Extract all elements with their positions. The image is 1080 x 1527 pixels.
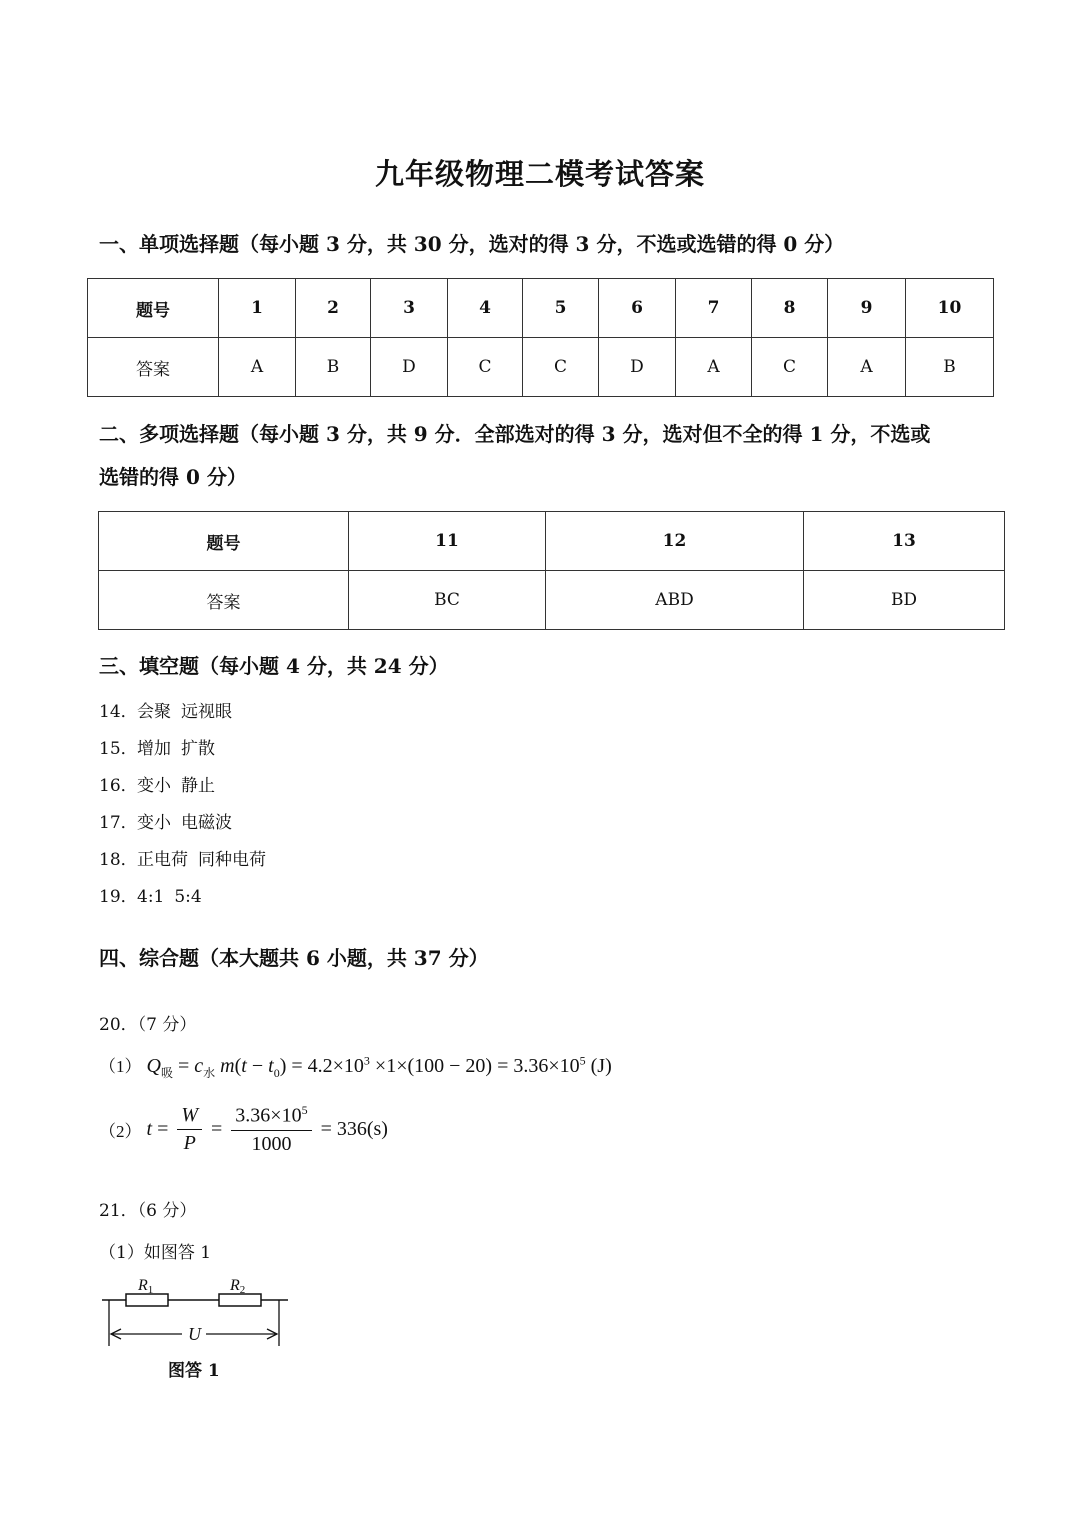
- question-number: 8: [752, 279, 828, 338]
- item-number: 17．: [99, 813, 138, 833]
- question-number: 10: [906, 279, 994, 338]
- list-item: [99, 842, 266, 879]
- list-item: [99, 731, 266, 768]
- answer-cell: C: [523, 338, 599, 397]
- r1-label: R1: [138, 1277, 154, 1296]
- denominator: 1000: [251, 1132, 292, 1155]
- subscript: 吸: [160, 1066, 173, 1080]
- answer-cell: B: [296, 338, 371, 397]
- question-number: 3: [371, 279, 448, 338]
- answer-a: 会聚: [137, 702, 171, 722]
- answer-a: 4:1: [137, 887, 165, 907]
- series-resistor-diagram: [96, 1270, 296, 1352]
- item-number: 15．: [99, 739, 138, 759]
- numerator: [231, 1103, 311, 1131]
- fill-answer-list: [99, 694, 266, 916]
- answer-b: 远视眼: [181, 702, 232, 722]
- fraction-value: [231, 1103, 311, 1156]
- q21-label: 21．（6 分）: [99, 1201, 197, 1221]
- answer-cell: BC: [349, 571, 546, 630]
- u-label: U: [188, 1324, 201, 1344]
- denominator: P: [183, 1131, 196, 1154]
- list-item: [99, 694, 266, 731]
- answer-a: 增加: [137, 739, 171, 759]
- answer-cell: C: [448, 338, 523, 397]
- subscript: 水: [203, 1066, 216, 1080]
- question-number: 11: [349, 512, 546, 571]
- table-answer-row: [88, 338, 994, 397]
- answer-cell: D: [371, 338, 448, 397]
- answer-b: 扩散: [181, 739, 215, 759]
- q21-part1-label: （1）如图答 1: [99, 1243, 212, 1263]
- answer-cell: D: [599, 338, 676, 397]
- answer-label: 答案: [99, 571, 349, 630]
- answer-b: 电磁波: [181, 813, 232, 833]
- section1-heading: 一、单项选择题（每小题 3 分，共 30 分，选对的得 3 分，不选或选错的得 0 分）: [99, 232, 845, 256]
- answer-a: 变小: [137, 813, 171, 833]
- section3-heading: 三、填空题（每小题 4 分，共 24 分）: [99, 654, 449, 678]
- part-label: （2）: [99, 1121, 142, 1141]
- fraction-W-over-P: [177, 1104, 202, 1155]
- symbol-t: t: [146, 1117, 153, 1140]
- question-number: 5: [523, 279, 599, 338]
- question-number: 13: [804, 512, 1005, 571]
- answer-a: 正电荷: [137, 850, 188, 870]
- numerator: W: [177, 1104, 202, 1130]
- question-number: 6: [599, 279, 676, 338]
- item-number: 14．: [99, 702, 138, 722]
- header-label: 题号: [99, 512, 349, 571]
- section4-heading: 四、综合题（本大题共 6 小题，共 37 分）: [99, 946, 489, 970]
- item-number: 16．: [99, 776, 138, 796]
- item-number: 18．: [99, 850, 138, 870]
- answer-b: 5:4: [174, 887, 202, 907]
- answer-b: 同种电荷: [198, 850, 266, 870]
- question-number: 1: [219, 279, 296, 338]
- answer-cell: A: [219, 338, 296, 397]
- numerator-value: 3.36×10: [235, 1104, 302, 1127]
- q20-part2-equation: （2） t = $\frac{W}{P}$ = $\frac{3.36\times 10^5}{1000}$ = 336(s): [99, 1103, 388, 1155]
- list-item: [99, 805, 266, 842]
- equation-value: = 4.2×10: [291, 1055, 364, 1077]
- header-label: 题号: [88, 279, 219, 338]
- r2-label: R2: [230, 1277, 246, 1296]
- exponent: 3: [363, 1053, 370, 1068]
- answer-cell: ABD: [546, 571, 804, 630]
- answer-a: 变小: [137, 776, 171, 796]
- q20-part1-equation: （1） $Q_吸 = c_水$ $m(t - t_0) = 4.2\times 10^3 \times 1\times(100 - 20) = 3.36\times 10^5$ (J): [99, 1053, 612, 1080]
- section2-heading-line2: 选错的得 0 分）: [99, 465, 247, 489]
- exponent: 5: [301, 1103, 308, 1117]
- exponent: 5: [579, 1053, 586, 1068]
- answer-label: 答案: [88, 338, 219, 397]
- question-number: 2: [296, 279, 371, 338]
- equation-value: ×1×(100 − 20) = 3.36×10: [374, 1055, 580, 1077]
- symbol-Q: Q: [146, 1055, 161, 1077]
- answer-cell: C: [752, 338, 828, 397]
- list-item: [99, 768, 266, 805]
- symbol-c: c: [194, 1055, 204, 1077]
- answer-b: 静止: [181, 776, 215, 796]
- page-title: 九年级物理二模考试答案: [374, 157, 705, 191]
- figure-caption: 图答 1: [168, 1361, 220, 1381]
- answer-cell: B: [906, 338, 994, 397]
- answer-cell: A: [828, 338, 906, 397]
- question-number: 7: [676, 279, 752, 338]
- part-label: （1）: [99, 1057, 142, 1076]
- single-choice-table: [87, 278, 994, 397]
- symbol-m: m: [220, 1055, 235, 1077]
- table-header-row: [99, 512, 1005, 571]
- list-item: [99, 879, 266, 916]
- table-answer-row: [99, 571, 1005, 630]
- q20-label: 20．（7 分）: [99, 1015, 197, 1035]
- unit: (J): [590, 1055, 612, 1077]
- answer-cell: A: [676, 338, 752, 397]
- item-number: 19．: [99, 887, 138, 907]
- section2-heading-line1: 二、多项选择题（每小题 3 分，共 9 分．全部选对的得 3 分，选对但不全的得 1 分，不选或: [99, 422, 931, 446]
- answer-cell: BD: [804, 571, 1005, 630]
- question-number: 9: [828, 279, 906, 338]
- result: = 336(s): [320, 1117, 388, 1140]
- question-number: 4: [448, 279, 523, 338]
- question-number: 12: [546, 512, 804, 571]
- table-header-row: [88, 279, 994, 338]
- multi-choice-table: [98, 511, 1005, 630]
